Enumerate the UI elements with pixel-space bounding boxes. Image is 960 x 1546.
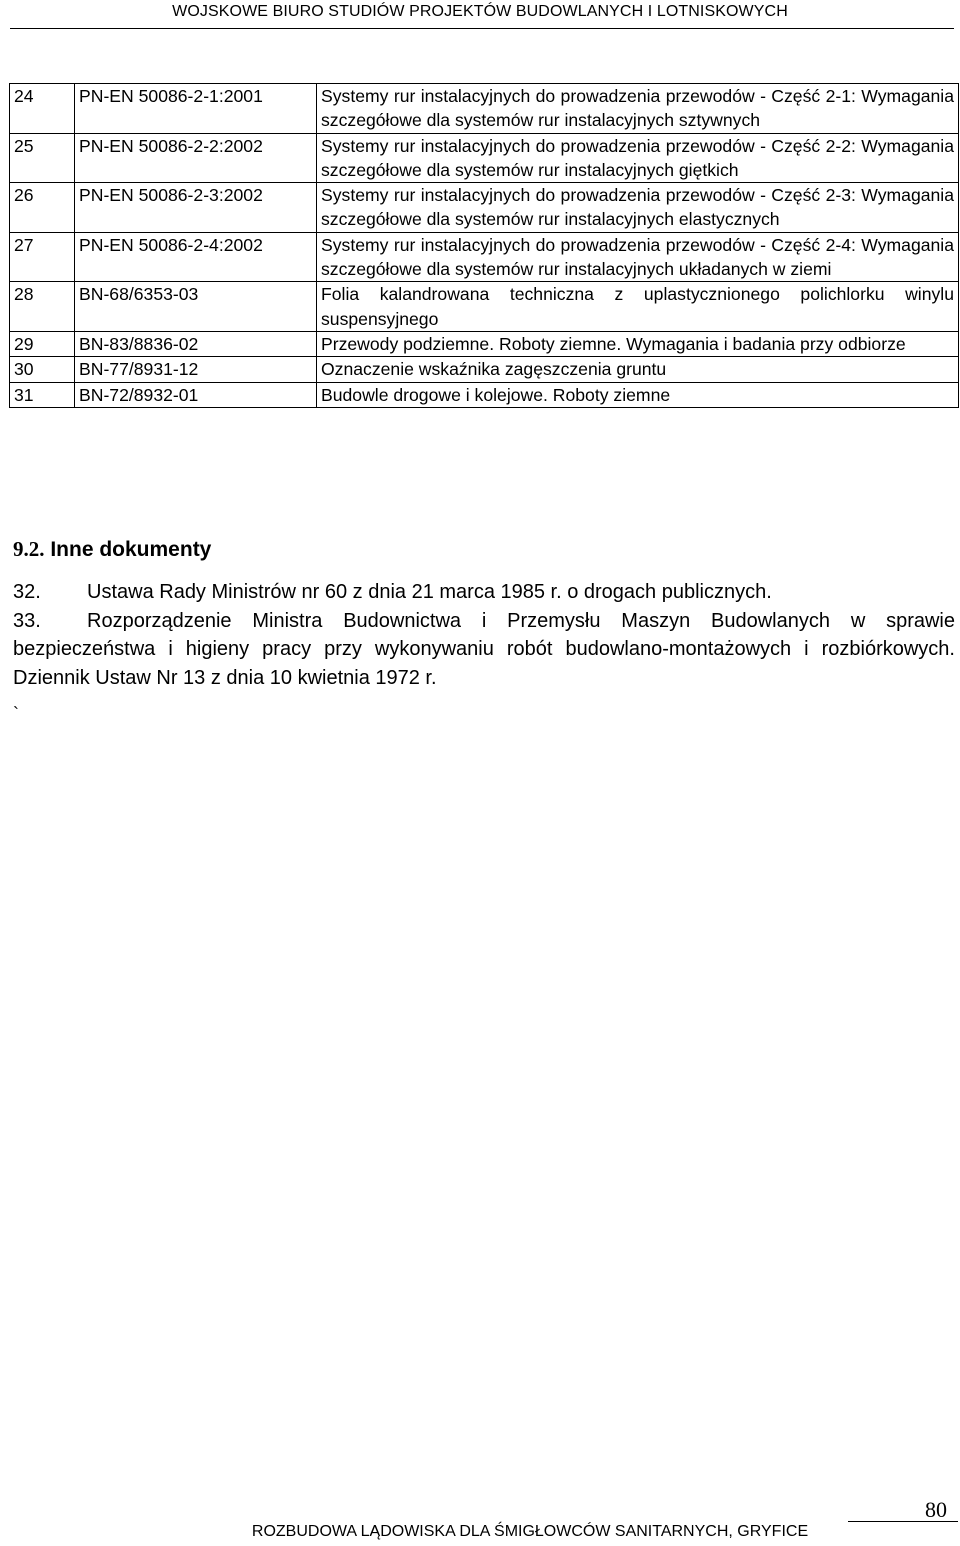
norm-title: Systemy rur instalacyjnych do prowadzenia przewodów - Część 2-2: Wymagania szczegółowe dla systemów rur instalacyjnych giętkich <box>317 133 959 183</box>
stray-mark: ` <box>13 704 19 724</box>
norm-code: BN-83/8836-02 <box>75 331 317 356</box>
section-title-text: Inne dokumenty <box>50 538 212 561</box>
row-number: 28 <box>10 282 75 332</box>
page-number: 80 <box>925 1497 947 1522</box>
norm-title: Systemy rur instalacyjnych do prowadzenia przewodów - Część 2-4: Wymagania szczegółowe dla systemów rur instalacyjnych układanych w ziemi <box>317 232 959 282</box>
header-divider <box>10 28 954 29</box>
row-number: 24 <box>10 84 75 134</box>
item-number: 32. <box>13 581 41 603</box>
list-item <box>13 607 955 693</box>
norm-code: PN-EN 50086-2-4:2002 <box>75 232 317 282</box>
norm-code: PN-EN 50086-2-3:2002 <box>75 183 317 233</box>
norms-table <box>9 83 959 408</box>
table-row <box>10 232 959 282</box>
norm-code: PN-EN 50086-2-2:2002 <box>75 133 317 183</box>
documents-list <box>13 578 955 692</box>
table-row <box>10 357 959 382</box>
item-text: Rozporządzenie Ministra Budownictwa i Przemysłu Maszyn Budowlanych w sprawie bezpieczeństwa i higieny pracy przy wykonywaniu robót budowlano-montażowych i rozbiórkowych. Dziennik Ustaw Nr 13 z dnia 10 kwietnia 1972 r. <box>13 609 955 689</box>
table-row <box>10 133 959 183</box>
row-number: 30 <box>10 357 75 382</box>
table-row <box>10 382 959 407</box>
item-number: 33. <box>13 609 41 632</box>
row-number: 31 <box>10 382 75 407</box>
norm-title: Systemy rur instalacyjnych do prowadzenia przewodów - Część 2-1: Wymagania szczegółowe dla systemów rur instalacyjnych sztywnych <box>317 84 959 134</box>
item-text: Ustawa Rady Ministrów nr 60 z dnia 21 marca 1985 r. o drogach publicznych. <box>87 581 772 603</box>
norm-code: BN-77/8931-12 <box>75 357 317 382</box>
row-number: 26 <box>10 183 75 233</box>
section-number: 9.2. <box>13 537 45 561</box>
table-row <box>10 84 959 134</box>
norm-code: BN-68/6353-03 <box>75 282 317 332</box>
norm-title: Budowle drogowe i kolejowe. Roboty ziemne <box>317 382 959 407</box>
table-row <box>10 183 959 233</box>
table-row <box>10 282 959 332</box>
norm-title: Przewody podziemne. Roboty ziemne. Wymagania i badania przy odbiorze <box>317 331 959 356</box>
norm-title: Systemy rur instalacyjnych do prowadzenia przewodów - Część 2-3: Wymagania szczegółowe dla systemów rur instalacyjnych elastycznych <box>317 183 959 233</box>
footer-divider <box>848 1521 958 1522</box>
section-heading <box>13 537 211 562</box>
row-number: 29 <box>10 331 75 356</box>
page-footer: ROZBUDOWA LĄDOWISKA DLA ŚMIGŁOWCÓW SANITARNYCH, GRYFICE <box>251 1523 809 1540</box>
row-number: 25 <box>10 133 75 183</box>
row-number: 27 <box>10 232 75 282</box>
norm-title: Folia kalandrowana techniczna z uplastycznionego polichlorku winylu suspensyjnego <box>317 282 959 332</box>
norm-code: PN-EN 50086-2-1:2001 <box>75 84 317 134</box>
norm-code: BN-72/8932-01 <box>75 382 317 407</box>
page-header: WOJSKOWE BIURO STUDIÓW PROJEKTÓW BUDOWLANYCH I LOTNISKOWYCH <box>172 3 788 20</box>
norm-title: Oznaczenie wskaźnika zagęszczenia gruntu <box>317 357 959 382</box>
table-row <box>10 331 959 356</box>
list-item <box>13 578 955 607</box>
